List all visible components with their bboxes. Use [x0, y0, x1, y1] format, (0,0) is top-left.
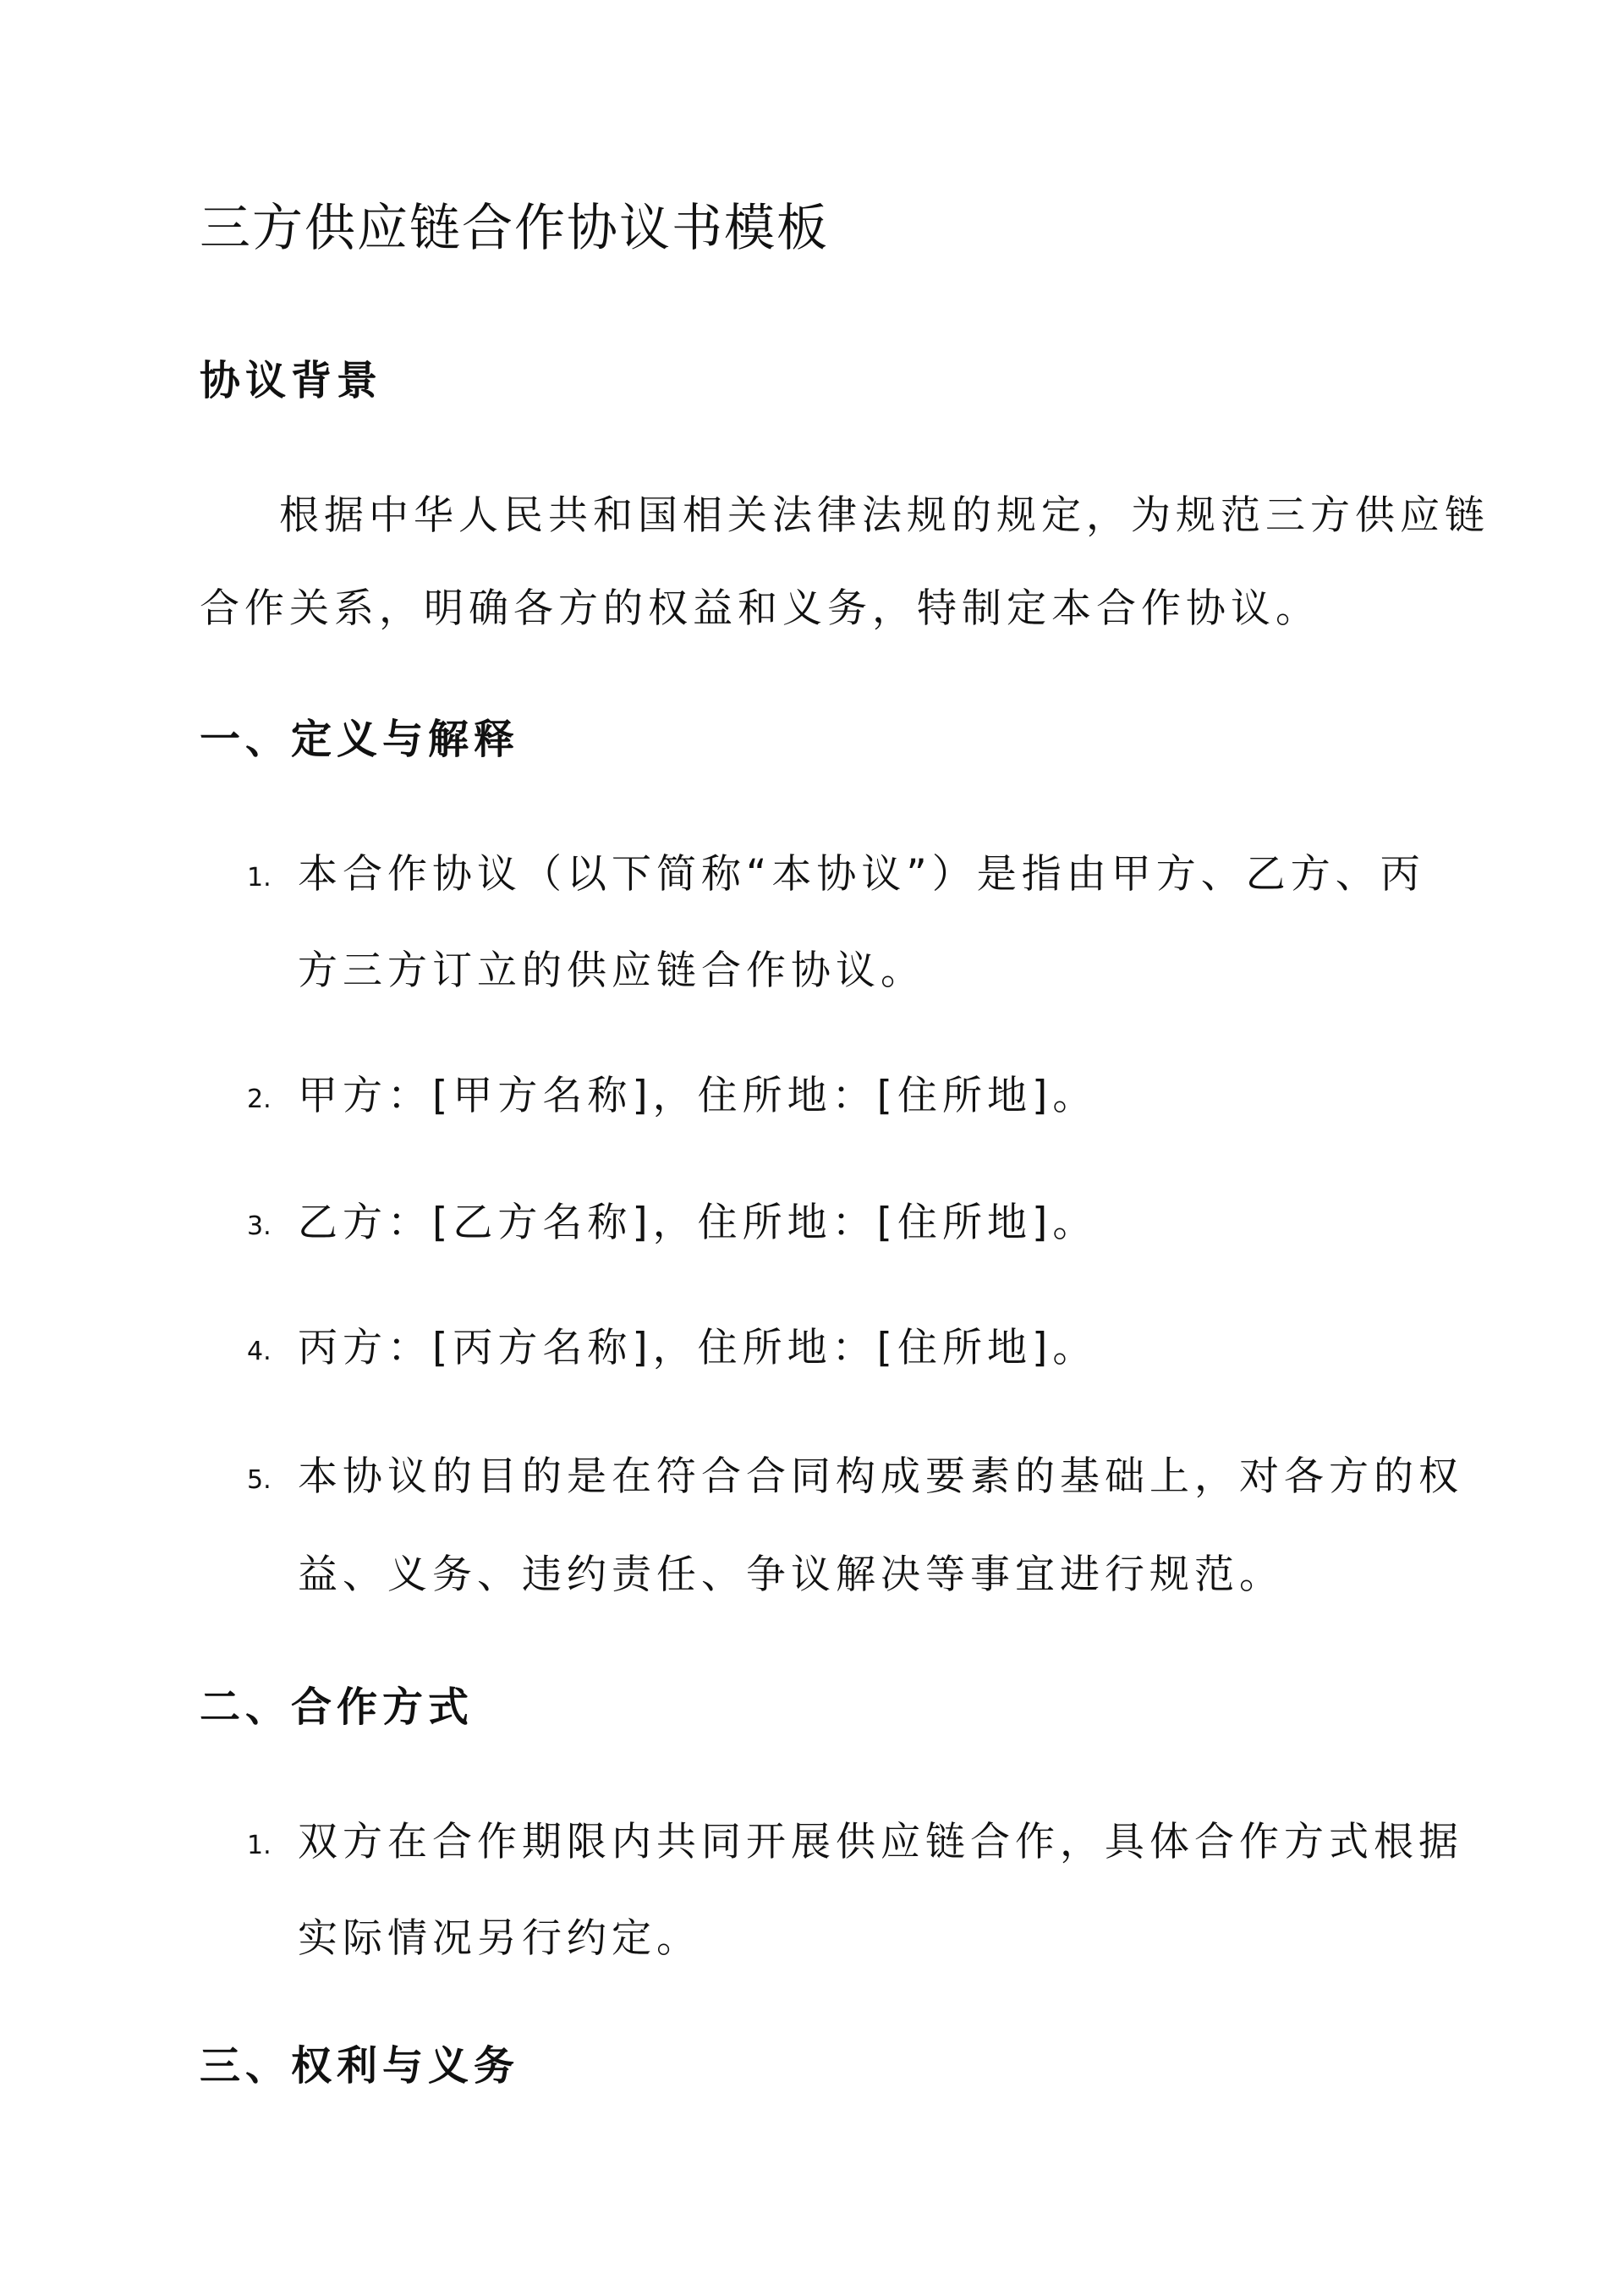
section-heading-definitions: 一、定义与解释 [200, 716, 520, 763]
background-paragraph-line: 根据中华人民共和国相关法律法规的规定，为规范三方供应链 [279, 492, 1490, 539]
list-item-number: 1. [247, 1831, 272, 1860]
list-item [200, 1071, 1468, 1122]
list-item-number: 5. [247, 1465, 272, 1495]
list-item-text-continued: 方三方订立的供应链合作协议。 [298, 948, 925, 994]
list-item-text: 双方在合作期限内共同开展供应链合作，具体合作方式根据 [298, 1819, 1463, 1865]
list-item [200, 1452, 1468, 1502]
list-item-text: 本合作协议（以下简称“本协议”）是指由甲方、乙方、丙 [298, 851, 1425, 898]
list-item-number: 3. [247, 1211, 272, 1241]
list-item-text: 丙方：[丙方名称]，住所地：[住所地]。 [298, 1325, 1098, 1371]
list-item-number: 2. [247, 1085, 272, 1114]
list-item-number: 1. [247, 863, 272, 893]
list-item [200, 1198, 1468, 1249]
document-title: 三方供应链合作协议书模板 [200, 199, 829, 258]
background-heading: 协议背景 [200, 357, 383, 404]
list-item-text: 乙方：[乙方名称]，住所地：[住所地]。 [298, 1200, 1098, 1246]
list-item-text: 甲方：[甲方名称]，住所地：[住所地]。 [298, 1073, 1098, 1119]
list-item-text: 本协议的目的是在符合合同构成要素的基础上，对各方的权 [298, 1453, 1463, 1500]
section-heading-rights: 三、权利与义务 [200, 2042, 520, 2090]
list-item [200, 1323, 1468, 1374]
list-item [200, 1817, 1468, 1868]
list-item-text-continued: 实际情况另行约定。 [298, 1915, 701, 1962]
section-heading-cooperation: 二、合作方式 [200, 1684, 475, 1731]
list-item-number: 4. [247, 1337, 272, 1366]
background-paragraph-line: 合作关系，明确各方的权益和义务，特制定本合作协议。 [200, 585, 1320, 632]
list-item-text-continued: 益、义务、违约责任、争议解决等事宜进行规范。 [298, 1552, 1284, 1598]
list-item [200, 849, 1468, 900]
